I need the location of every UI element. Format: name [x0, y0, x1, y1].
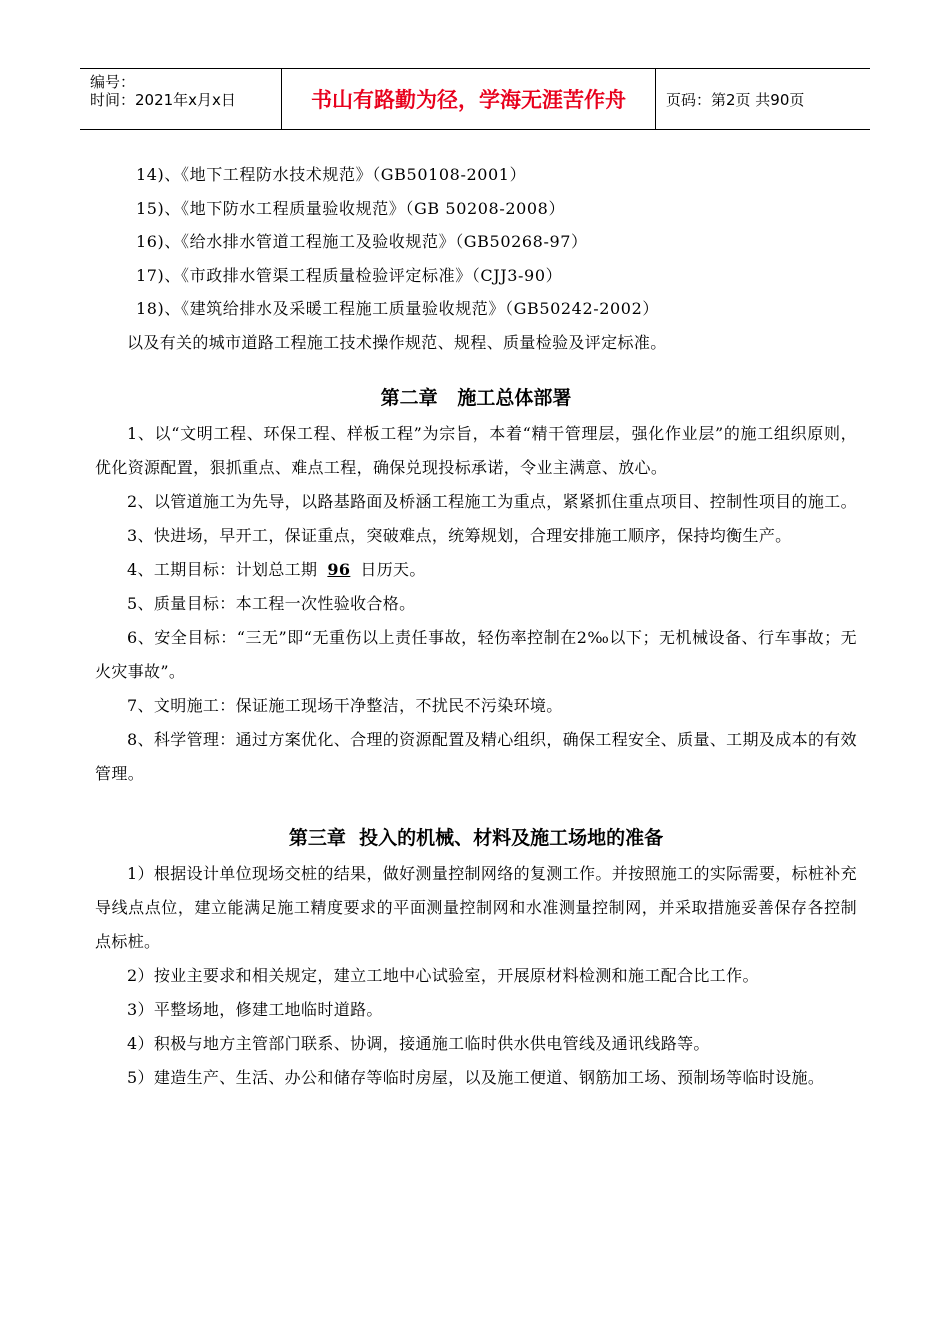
- document-number-label: 编号：: [90, 73, 136, 91]
- reference-list: [95, 158, 857, 326]
- chapter-2-item: 1、以“文明工程、环保工程、样板工程”为宗旨，本着“精干管理层，强化作业层”的施工组织原则，优化资源配置，狠抓重点、难点工程，确保兑现投标承诺，令业主满意、放心。: [95, 423, 857, 477]
- reference-item: 15)、《地下防水工程质量验收规范》（GB 50208-2008）: [136, 198, 566, 218]
- chapter-2-item: 6、安全目标：“三无”即“无重伤以上责任事故，轻伤率控制在2‰以下；无机械设备、行车事故；无火灾事故”。: [95, 627, 857, 681]
- reference-item: 16)、《给水排水管道工程施工及验收规范》（GB50268-97）: [136, 232, 588, 252]
- chapter-3-item: 1）根据设计单位现场交桩的结果，做好测量控制网络的复测工作。并按照施工的实际需要，标桩补充导线点点位，建立能满足施工精度要求的平面测量控制网和水准测量控制网，并采取措施妥善保存各控制点标桩。: [95, 863, 857, 951]
- document-date-label: 时间：2021年x月x日: [90, 91, 236, 109]
- page-header: [80, 68, 870, 130]
- chapter-3-item: 3）平整场地，修建工地临时道路。: [127, 999, 383, 1019]
- chapter-3-item: 4）积极与地方主管部门联系、协调，接通施工临时供水供电管线及通讯线路等。: [127, 1033, 710, 1053]
- schedule-suffix: 日历天。: [360, 559, 426, 579]
- schedule-prefix: 4、工期目标：计划总工期: [127, 559, 318, 579]
- chapter-2-item: 5、质量目标：本工程一次性验收合格。: [127, 593, 416, 613]
- chapter-3-title: 第三章 投入的机械、材料及施工场地的准备: [288, 826, 664, 849]
- header-meta: [80, 69, 282, 129]
- reference-item: 17)、《市政排水管渠工程质量检验评定标准》（CJJ3-90）: [136, 265, 563, 285]
- chapter-2-item: 8、科学管理：通过方案优化、合理的资源配置及精心组织，确保工程安全、质量、工期及成本的有效管理。: [95, 729, 857, 783]
- document-body: [95, 158, 857, 1095]
- chapter-2-item: 2、以管道施工为先导，以路基路面及桥涵工程施工为重点，紧紧抓住重点项目、控制性项目的施工。: [127, 491, 857, 511]
- reference-item: 14)、《地下工程防水技术规范》（GB50108-2001）: [136, 165, 527, 184]
- page-number-label: 页码：第2页 共90页: [666, 90, 805, 109]
- references-note: 以及有关的城市道路工程施工技术操作规范、规程、质量检验及评定标准。: [127, 332, 667, 352]
- header-motto: 书山有路勤为径，学海无涯苦作舟: [282, 69, 656, 129]
- chapter-2-title: 第二章 施工总体部署: [380, 386, 572, 409]
- reference-item: 18)、《建筑给排水及采暖工程施工质量验收规范》（GB50242-2002）: [136, 299, 659, 319]
- chapter-3-item: 5）建造生产、生活、办公和储存等临时房屋，以及施工便道、钢筋加工场、预制场等临时设施。: [127, 1067, 825, 1087]
- chapter-2-item-schedule: [95, 553, 857, 587]
- chapter-2-item: 7、文明施工：保证施工现场干净整洁，不扰民不污染环境。: [127, 695, 563, 715]
- chapter-2-item: 3、快进场，早开工，保证重点，突破难点，统筹规划，合理安排施工顺序，保持均衡生产。: [127, 525, 792, 545]
- schedule-days: 96: [327, 559, 351, 579]
- chapter-3-item: 2）按业主要求和相关规定，建立工地中心试验室，开展原材料检测和施工配合比工作。: [127, 965, 759, 985]
